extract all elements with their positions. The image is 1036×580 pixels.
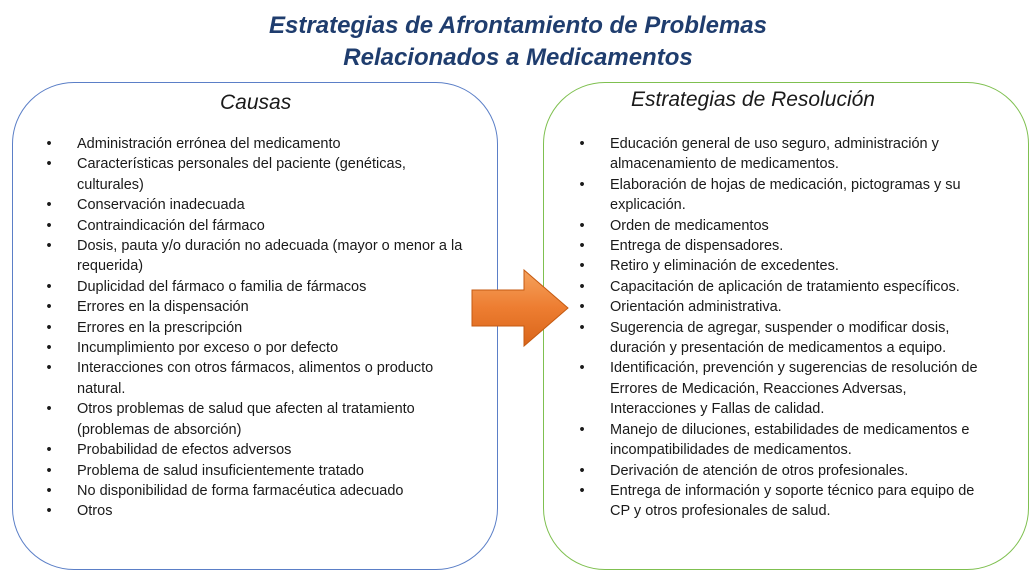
bullet-icon: • (46, 217, 52, 234)
title-line-2: Relacionados a Medicamentos (343, 44, 693, 71)
strategies-list-item (576, 461, 996, 481)
causes-list-item (43, 440, 463, 460)
strategies-panel (543, 82, 1029, 570)
bullet-icon: • (46, 278, 52, 295)
strategies-item-text: Sugerencia de agregar, suspender o modificar dosis, duración y presentación de medicamentos a equipo. (610, 319, 950, 357)
strategies-item-text: Entrega de información y soporte técnico para equipo de CP y otros profesionales de salud. (610, 482, 975, 520)
causes-item-text: Otros problemas de salud que afecten al tratamiento (problemas de absorción) (77, 401, 415, 438)
causes-list-item (43, 461, 463, 481)
strategies-item-text: Identificación, prevención y sugerencias de resolución de Errores de Medicación, Reacciones Adversas, Interacciones y Fallas de calidad. (610, 360, 978, 418)
bullet-icon: • (46, 156, 52, 173)
bullet-icon: • (46, 340, 52, 357)
bullet-icon: • (579, 136, 585, 152)
bullet-icon: • (579, 319, 585, 336)
bullet-icon: • (46, 136, 52, 152)
strategies-list-item (576, 134, 996, 175)
bullet-icon: • (46, 462, 52, 479)
bullet-icon: • (579, 462, 585, 479)
strategies-list-item (576, 318, 996, 359)
causes-item-text: Incumplimiento por exceso o por defecto (77, 340, 339, 357)
strategies-item-text: Educación general de uso seguro, administración y almacenamiento de medicamentos. (610, 136, 939, 173)
causes-list-item (43, 236, 463, 277)
causes-list-item (43, 297, 463, 317)
causes-item-text: Otros (77, 503, 113, 520)
bullet-icon: • (579, 176, 585, 193)
bullet-icon: • (46, 442, 52, 459)
bullet-icon: • (46, 319, 52, 336)
causes-heading: Causas (220, 91, 292, 114)
causes-item-text: No disponibilidad de forma farmacéutica adecuado (77, 482, 404, 499)
bullet-icon: • (46, 360, 52, 377)
strategies-list-item (576, 256, 996, 276)
right-arrow-icon (470, 268, 570, 348)
strategies-list-item (576, 175, 996, 216)
strategies-list-item (576, 236, 996, 256)
page-title (0, 10, 1036, 74)
bullet-icon: • (579, 421, 585, 438)
bullet-icon: • (46, 197, 52, 214)
causes-item-text: Dosis, pauta y/o duración no adecuada (mayor o menor a la requerida) (77, 238, 463, 275)
strategies-heading: Estrategias de Resolución (631, 88, 875, 111)
causes-list-item (43, 277, 463, 297)
strategies-list-item (576, 420, 996, 461)
causes-list-item (43, 501, 463, 521)
strategies-item-text: Retiro y eliminación de excedentes. (610, 258, 839, 275)
causes-item-text: Probabilidad de efectos adversos (77, 442, 292, 459)
causes-item-text: Errores en la prescripción (77, 319, 243, 336)
bullet-icon: • (579, 258, 585, 275)
causes-item-text: Interacciones con otros fármacos, alimentos o producto natural. (77, 360, 434, 397)
causes-item-text: Características personales del paciente (genéticas, culturales) (77, 156, 406, 193)
strategies-list (576, 134, 996, 522)
causes-item-text: Duplicidad del fármaco o familia de fármacos (77, 278, 367, 295)
causes-list-item (43, 134, 463, 154)
title-line-1: Estrategias de Afrontamiento de Problemas (269, 12, 767, 39)
causes-item-text: Administración errónea del medicamento (77, 136, 341, 152)
bullet-icon: • (46, 401, 52, 418)
strategies-item-text: Capacitación de aplicación de tratamiento específicos. (610, 278, 960, 295)
causes-list-item (43, 216, 463, 236)
causes-item-text: Contraindicación del fármaco (77, 217, 265, 234)
causes-item-text: Errores en la dispensación (77, 299, 249, 316)
bullet-icon: • (46, 238, 52, 255)
bullet-icon: • (579, 278, 585, 295)
causes-list (43, 134, 463, 522)
causes-list-item (43, 195, 463, 215)
causes-item-text: Problema de salud insuficientemente tratado (77, 462, 364, 479)
causes-item-text: Conservación inadecuada (77, 197, 245, 214)
strategies-list-item (576, 297, 996, 317)
strategies-list-item (576, 277, 996, 297)
strategies-list-item (576, 481, 996, 522)
causes-panel (12, 82, 498, 570)
strategies-item-text: Entrega de dispensadores. (610, 238, 784, 255)
causes-list-item (43, 154, 463, 195)
strategies-item-text: Elaboración de hojas de medicación, pictogramas y su explicación. (610, 176, 961, 214)
strategies-list-item (576, 358, 996, 419)
causes-list-item (43, 358, 463, 399)
causes-list-item (43, 338, 463, 358)
causes-list-item (43, 481, 463, 501)
bullet-icon: • (579, 482, 585, 499)
strategies-item-text: Manejo de diluciones, estabilidades de medicamentos e incompatibilidades de medicamentos. (610, 421, 970, 459)
strategies-list-item (576, 216, 996, 236)
bullet-icon: • (46, 503, 52, 520)
bullet-icon: • (46, 482, 52, 499)
strategies-item-text: Orientación administrativa. (610, 299, 782, 316)
causes-list-item (43, 318, 463, 338)
bullet-icon: • (579, 238, 585, 255)
bullet-icon: • (46, 299, 52, 316)
bullet-icon: • (579, 299, 585, 316)
bullet-icon: • (579, 217, 585, 234)
strategies-item-text: Orden de medicamentos (610, 217, 769, 234)
causes-list-item (43, 399, 463, 440)
bullet-icon: • (579, 360, 585, 377)
strategies-item-text: Derivación de atención de otros profesionales. (610, 462, 909, 479)
